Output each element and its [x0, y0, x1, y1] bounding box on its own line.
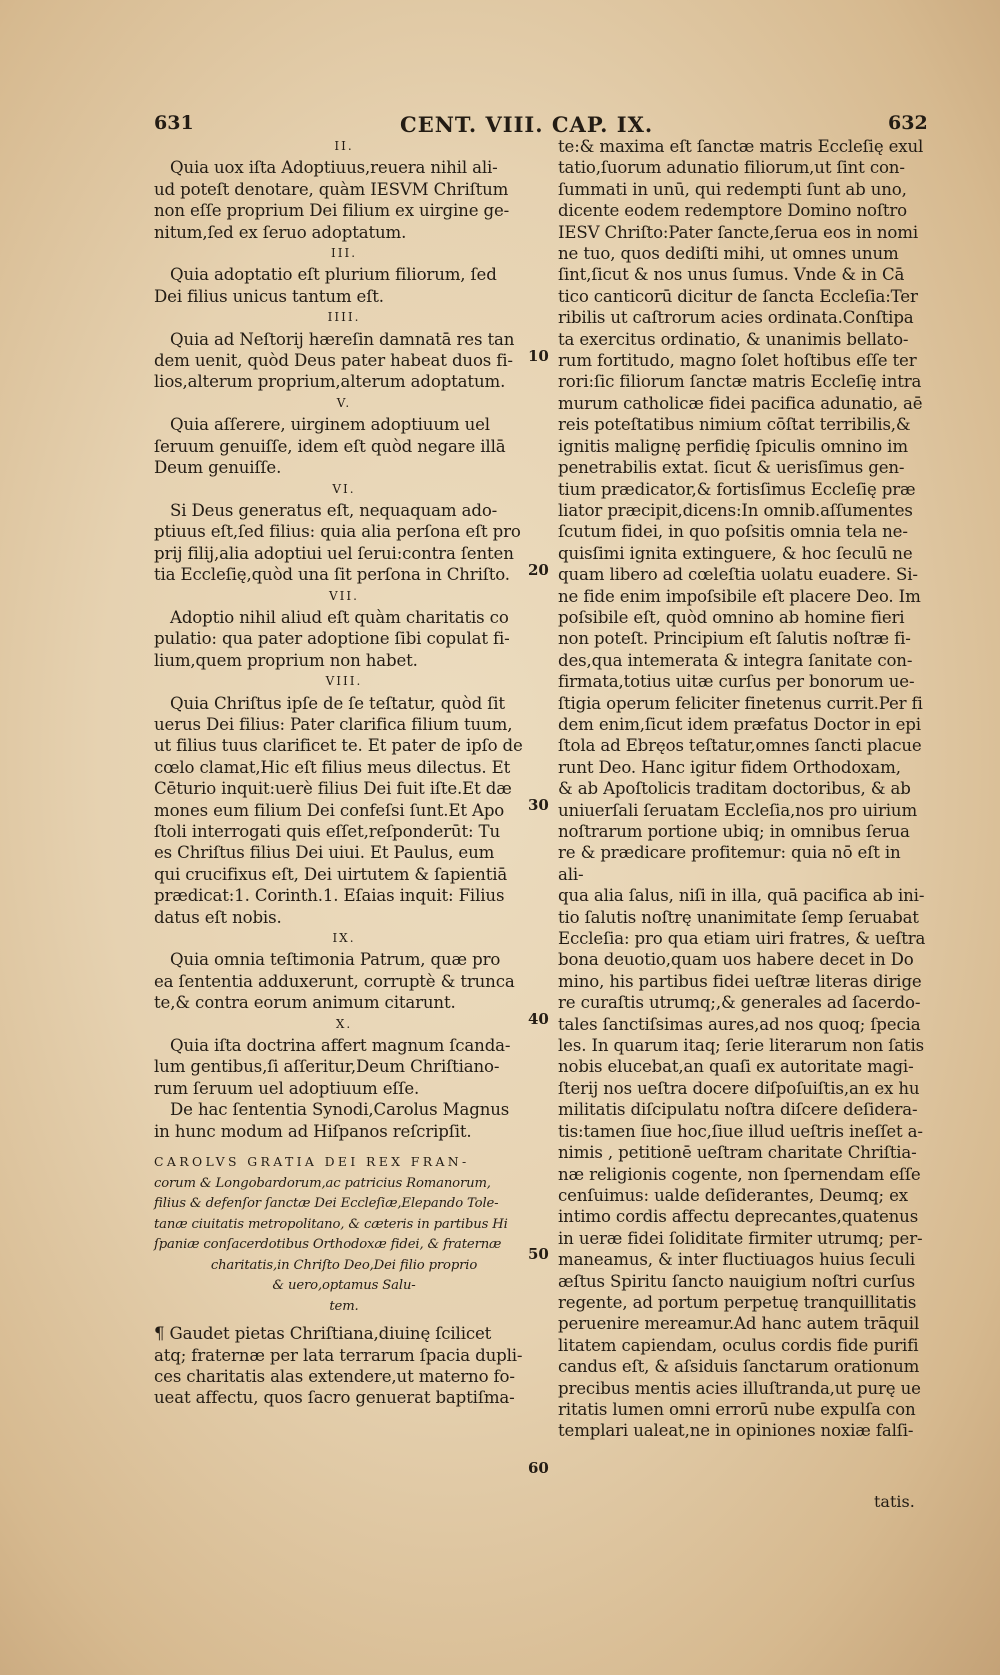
section-number: IIII.	[327, 310, 361, 325]
text-line: uerus Dei filius: Pater clarifica filium tuum,	[154, 714, 513, 734]
text-line: Quia iſta doctrina affert magnum ſcanda-	[170, 1036, 511, 1056]
text-line: re curaſtis utrumq;,& generales ad ſacerdo-	[558, 993, 921, 1013]
text-line: maneamus, & inter fluctiuagos huius ſeculi	[558, 1250, 916, 1270]
text-line: ſint,ſicut & nos unus ſumus. Vnde & in Cā	[558, 265, 905, 285]
text-line: rum fortitudo, magno ſolet hoſtibus eſſe ter	[558, 351, 917, 371]
letter-heading-line: ſpaniæ conſacerdotibus Orthodoxæ fidei, & fraternæ	[154, 1237, 502, 1253]
text-line: tio ſalutis noſtrę unanimitate ſemp ſeruabat	[558, 907, 919, 927]
text-line: templari ualeat,ne in opiniones noxiæ falſi-	[558, 1421, 914, 1441]
text-line: mino, his partibus fidei ueſtræ literas dirige	[558, 971, 922, 991]
text-line: ſeruum genuiſſe, idem eſt quòd negare illā	[154, 436, 506, 456]
text-line: qui crucifixus eſt, Dei uirtutem & ſapientiā	[154, 864, 508, 884]
section-number: IX.	[332, 931, 356, 946]
text-line: intimo cordis affectu deprecantes,quatenus	[558, 1207, 919, 1227]
catchword: tatis.	[874, 1492, 915, 1511]
letter-heading-line: & uero,optamus Salu-	[272, 1278, 416, 1294]
section-number: X.	[335, 1016, 353, 1031]
text-line: ne tuo, quos dediſti mihi, ut omnes unum	[558, 244, 899, 264]
text-line: Eccleſia: pro qua etiam uiri fratres, & ueſtra	[558, 929, 926, 949]
text-line: ne fide enim impoſsibile eſt placere Deo. Im	[558, 586, 921, 606]
right-column	[558, 136, 930, 1442]
letter-heading	[154, 1152, 534, 1317]
text-line: Quia omnia teſtimonia Patrum, quæ pro	[170, 950, 501, 970]
text-line: tium prædicator,& fortisſimus Eccleſię præ	[558, 479, 916, 499]
left-page-number: 631	[154, 112, 194, 134]
text-line: te,& contra eorum animum citarunt.	[154, 993, 456, 1013]
letter-heading-line: corum & Longobardorum,ac patricius Romanorum,	[154, 1175, 491, 1191]
text-line: nobis elucebat,an quaſi ex autoritate magi-	[558, 1057, 914, 1077]
running-title: CENT. VIII. CAP. IX.	[400, 112, 654, 137]
text-line: quam libero ad cœleſtia uolatu euadere. Si-	[558, 565, 918, 585]
text-line: lios,alterum proprium,alterum adoptatum.	[154, 372, 506, 392]
letter-heading-line: charitatis,in Chriſto Deo,Dei filio proprio	[210, 1257, 478, 1273]
text-line: ſtigia operum feliciter finetenus currit.Per fi	[558, 693, 923, 713]
text-line: poſsibile eſt, quòd omnino ab homine fieri	[558, 607, 905, 627]
text-line: ud poteſt denotare, quàm IESVM Chriſtum	[154, 179, 509, 199]
text-line: cenſuimus: ualde deſiderantes, Deumq; ex	[558, 1185, 908, 1205]
text-line: precibus mentis acies illuſtranda,ut purę ue	[558, 1378, 921, 1398]
text-line: candus eſt, & aſsiduis ſanctarum orationum	[558, 1357, 920, 1377]
text-line: reis poteſtatibus nimium cōſtat terribilis,&	[558, 415, 911, 435]
text-line: nimis , petitionē ueſtram charitate Chriſtia-	[558, 1143, 917, 1163]
text-line: ribilis ut caſtrorum acies ordinata.Conſtipa	[558, 308, 914, 328]
text-line: æſtus Spiritu ſancto nauigium noſtri curſus	[558, 1271, 916, 1291]
text-line: penetrabilis extat. ſicut & uerisſimus gen-	[558, 458, 905, 478]
text-line: ¶ Gaudet pietas Chriſtiana,diuinę ſcilicet	[154, 1324, 492, 1344]
text-line: tis:tamen ſiue hoc,ſiue illud ueſtris ineſſet a-	[558, 1121, 923, 1141]
text-line: in ueræ fidei ſoliditate firmiter utrumq; per-	[558, 1228, 923, 1248]
text-line: tatio,ſuorum adunatio filiorum,ut ſint con-	[558, 158, 905, 178]
text-line: runt Deo. Hanc igitur fidem Orthodoxam,	[558, 757, 901, 777]
text-line: ſtola ad Ebręos teſtatur,omnes ſancti placue	[558, 736, 922, 756]
text-line: De hac ſententia Synodi,Carolus Magnus	[170, 1100, 510, 1120]
text-line: Si Deus generatus eſt, nequaquam ado-	[170, 500, 498, 520]
letter-heading-line: CAROLVS GRATIA DEI REX FRAN-	[154, 1154, 470, 1170]
text-line: firmata,totius uitæ curſus per bonorum ue-	[558, 672, 915, 692]
text-line: Cēturio inquit:uerè filius Dei fuit iſte.Et dæ	[154, 779, 512, 799]
text-line: tico canticorū dicitur de ſancta Eccleſia:Ter	[558, 286, 918, 306]
text-line: lium,quem proprium non habet.	[154, 650, 418, 670]
text-line: Adoptio nihil aliud eſt quàm charitatis co	[170, 607, 509, 627]
text-line: dicente eodem redemptore Domino noſtro	[558, 201, 907, 221]
text-line: tales ſanctiſsimas aures,ad nos quoq; ſpecia	[558, 1014, 921, 1034]
text-line: tia Eccleſię,quòd una ſit perſona in Chriſto.	[154, 565, 510, 585]
text-line: rum ſeruum uel adoptiuum eſſe.	[154, 1078, 420, 1098]
text-line: Quia aſſerere, uirginem adoptiuum uel	[170, 415, 490, 435]
section-number: III.	[330, 246, 358, 261]
text-line: in hunc modum ad Hiſpanos reſcripſit.	[154, 1121, 472, 1141]
text-line: mones eum filium Dei confeſsi ſunt.Et Apo	[154, 800, 505, 820]
section-number: VI.	[332, 481, 356, 496]
text-line: ignitis malignę perfidię ſpiculis omnino im	[558, 436, 908, 456]
text-line: nitum,ſed ex ſeruo adoptatum.	[154, 222, 407, 242]
text-line: regente, ad portum perpetuę tranquillitatis	[558, 1292, 917, 1312]
text-line: næ religionis cogente, non ſpernendam eſſe	[558, 1164, 921, 1184]
text-line: des,qua intemerata & integra ſanitate con-	[558, 650, 913, 670]
text-line: rori:ſic filiorum ſanctæ matris Eccleſię intra	[558, 372, 922, 392]
line-number: 10	[528, 347, 549, 365]
text-line: peruenire mereamur.Ad hanc autem trāquil	[558, 1314, 920, 1334]
text-line: & ab Apoſtolicis traditam doctoribus, & ab	[558, 779, 911, 799]
text-line: ces charitatis alas extendere,ut materno fo-	[154, 1366, 515, 1386]
text-line: Quia ad Neſtorij hæreſin damnatā res tan	[170, 329, 515, 349]
text-line: dem uenit, quòd Deus pater habeat duos fi-	[154, 351, 513, 371]
text-line: ſummati in unū, qui redempti ſunt ab uno,	[558, 179, 907, 199]
text-line: ut filius tuus clarificet te. Et pater de ipſo de	[154, 736, 523, 756]
text-line: quisſimi ignita extinguere, & hoc ſeculū ne	[558, 543, 913, 563]
text-line: ea ſententia adduxerunt, corruptè & trunca	[154, 971, 515, 991]
text-line: ſterij nos ueſtra docere diſpoſuiſtis,an ex hu	[558, 1078, 920, 1098]
text-line: Quia Chriſtus ipſe de ſe teſtatur, quòd ſit	[170, 693, 505, 713]
letter-heading-line: tanæ ciuitatis metropolitano, & cæteris in partibus Hi	[154, 1216, 508, 1232]
text-line: ptiuus eſt,ſed filius: quia alia perſona eſt pro	[154, 522, 521, 542]
text-line: ueat affectu, quos ſacro genuerat baptiſma-	[154, 1388, 515, 1408]
letter-heading-line: filius & defenſor ſanctæ Dei Eccleſiæ,Elepando Tole-	[154, 1196, 499, 1212]
text-line: litatem capiendam, oculus cordis fide purifi	[558, 1335, 919, 1355]
text-line: non eſſe proprium Dei filium ex uirgine ge-	[154, 201, 510, 221]
text-line: Deum genuiſſe.	[154, 458, 282, 478]
text-line: ſcutum fidei, in quo poſsitis omnia tela ne-	[558, 522, 908, 542]
text-line: Dei filius unicus tantum eſt.	[154, 286, 384, 306]
text-line: datus eſt nobis.	[154, 907, 282, 927]
line-number: 40	[528, 1010, 549, 1028]
text-line: qua alia ſalus, niſi in illa, quā pacifica ab ini-	[558, 886, 925, 906]
line-number: 50	[528, 1245, 549, 1263]
text-line: prædicat:1. Corinth.1. Eſaias inquit: Filius	[154, 886, 505, 906]
text-line: ſtoli interrogati quis eſſet,reſponderūt: Tu	[154, 822, 501, 841]
section-number: V.	[336, 395, 352, 410]
text-line: te:& maxima eſt ſanctæ matris Eccleſię exul	[558, 137, 924, 156]
text-line: IESV Chriſto:Pater ſancte,ſerua eos in nomi	[558, 222, 918, 242]
line-number: 30	[528, 796, 549, 814]
line-number: 60	[528, 1459, 549, 1477]
text-line: cœlo clamat,Hic eſt filius meus dilectus. Et	[154, 757, 511, 777]
text-line: uniuerſali ſeruatam Eccleſia,nos pro uirium	[558, 800, 918, 820]
text-line: dem enim,ſicut idem præfatus Doctor in epi	[558, 714, 921, 734]
section-number: VIII.	[325, 674, 363, 689]
text-line: atq; fraternæ per lata terrarum ſpacia dupli-	[154, 1345, 523, 1365]
text-line: Quia uox iſta Adoptiuus,reuera nihil ali-	[170, 158, 498, 178]
text-line: non poteſt. Principium eſt ſalutis noſtræ fi-	[558, 629, 911, 649]
left-column	[154, 136, 534, 1409]
text-line: lum gentibus,ſi aſſeritur,Deum Chriſtiano-	[154, 1057, 500, 1077]
text-line: Quia adoptatio eſt plurium filiorum, ſed	[170, 265, 497, 285]
text-line: les. In quarum itaq; ſerie literarum non ſatis	[558, 1036, 925, 1056]
text-line: militatis diſcipulatu noſtra diſcere deſidera-	[558, 1100, 918, 1120]
text-line: ta exercitus ordinatio, & unanimis bellato-	[558, 329, 909, 349]
text-line: ritatis lumen omni errorū nube expulſa con	[558, 1399, 916, 1419]
right-page-number: 632	[888, 112, 928, 134]
section-number: II.	[334, 139, 354, 153]
section-number: VII.	[329, 588, 359, 603]
text-line: prij filij,alia adoptiui uel ſerui:contra ſenten	[154, 543, 514, 563]
line-number: 20	[528, 561, 549, 579]
text-line: re & prædicare profitemur: quia nō eſt in ali-	[558, 843, 901, 884]
text-line: liator præcipit,dicens:In omnib.aſſumentes	[558, 500, 913, 520]
text-line: bona deuotio,quam uos habere decet in Do	[558, 950, 914, 970]
text-line: noſtrarum portione ubiq; in omnibus ſerua	[558, 822, 910, 841]
text-line: es Chriſtus filius Dei uiui. Et Paulus, eum	[154, 843, 495, 863]
text-line: pulatio: qua pater adoptione ſibi copulat fi-	[154, 629, 510, 649]
text-line: murum catholicæ fidei pacifica adunatio, aē	[558, 393, 923, 413]
letter-heading-line: tem.	[329, 1298, 359, 1314]
